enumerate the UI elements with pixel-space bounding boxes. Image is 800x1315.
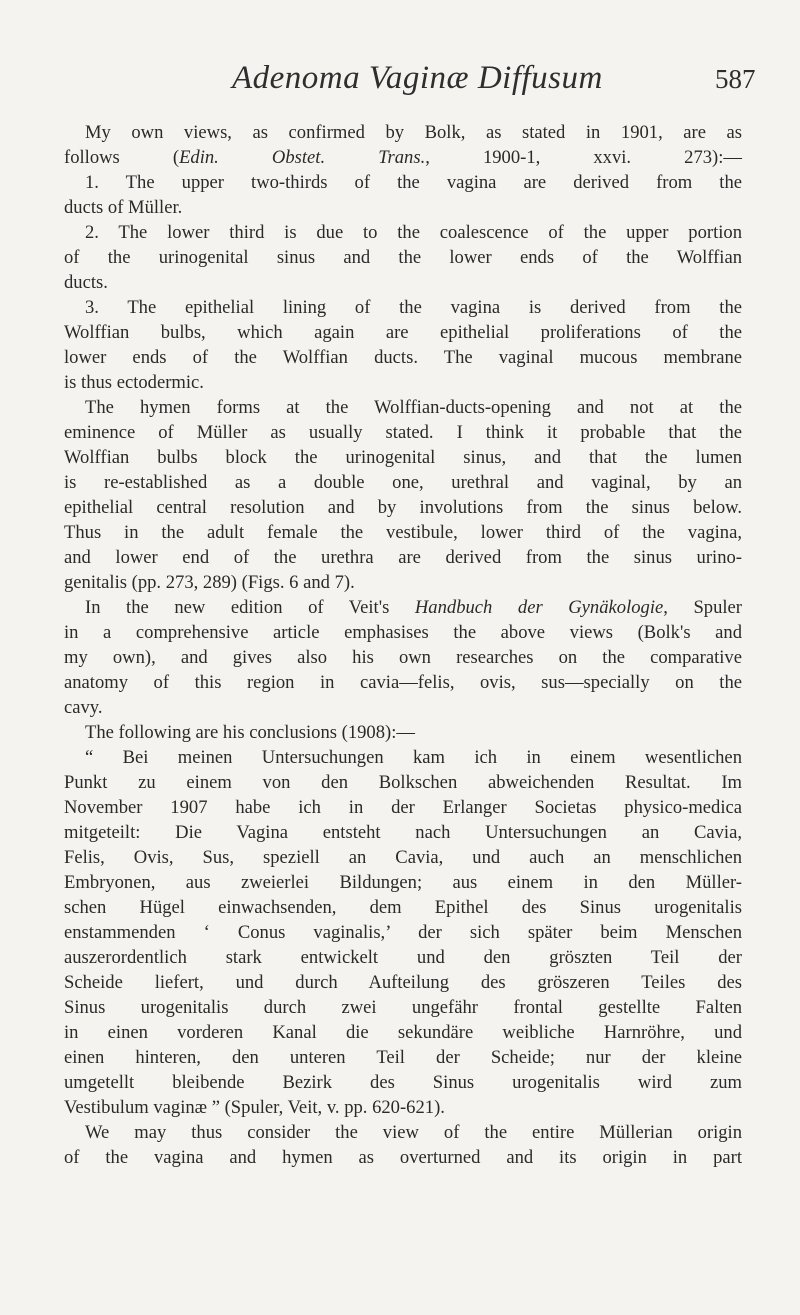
text-line: Punkt zu einem von den Bolkschen abweichenden Resultat. Im [64,772,742,793]
text-line: We may thus consider the view of the entire Müllerian origin [85,1122,742,1143]
text-line: umgetellt bleibende Bezirk des Sinus urogenitalis wird zum [64,1072,742,1093]
text-line: of the vagina and hymen as overturned and its origin in part [64,1147,742,1168]
running-title: Adenoma Vaginæ Diffusum [232,60,603,96]
text-line: 1. The upper two-thirds of the vagina are derived from the [85,172,742,193]
text-line: Wolffian bulbs, which again are epithelial proliferations of the [64,322,742,343]
text-line: anatomy of this region in cavia—felis, ovis, sus—specially on the [64,672,742,693]
text-line: Embryonen, aus zweierlei Bildungen; aus einem in den Müller- [64,872,742,893]
text-line: ducts of Müller. [64,197,183,218]
text-line: Wolffian bulbs block the urinogenital sinus, and that the lumen [64,447,742,468]
text-line: My own views, as confirmed by Bolk, as stated in 1901, are as [85,122,742,143]
text-line: “ Bei meinen Untersuchungen kam ich in einem wesentlichen [85,747,742,768]
text-line: in einen vorderen Kanal die sekundäre weibliche Harnröhre, und [64,1022,742,1043]
text-line: is thus ectodermic. [64,372,204,393]
page-number: 587 [715,64,756,94]
text-line: follows (Edin. Obstet. Trans., 1900-1, xxvi. 273):— [64,147,742,168]
text-line: is re-established as a double one, urethral and vaginal, by an [64,472,742,493]
text-line: ducts. [64,272,108,293]
text-line: 3. The epithelial lining of the vagina is derived from the [85,297,742,318]
text-line: schen Hügel einwachsenden, dem Epithel des Sinus urogenitalis [64,897,742,918]
text-line: 2. The lower third is due to the coalescence of the upper portion [85,222,742,243]
text-line: Vestibulum vaginæ ” (Spuler, Veit, v. pp. 620-621). [64,1097,445,1118]
text-line: Scheide liefert, und durch Aufteilung des gröszeren Teiles des [64,972,742,993]
text-line: in a comprehensive article emphasises the above views (Bolk's and [64,622,742,643]
text-line: Thus in the adult female the vestibule, lower third of the vagina, [64,522,742,543]
text-line: einen hinteren, den unteren Teil der Scheide; nur der kleine [64,1047,742,1068]
text-line: mitgeteilt: Die Vagina entsteht nach Untersuchungen an Cavia, [64,822,742,843]
text-line: enstammenden ‘ Conus vaginalis,’ der sich später beim Menschen [64,922,742,943]
text-line: genitalis (pp. 273, 289) (Figs. 6 and 7). [64,572,355,593]
text-line: of the urinogenital sinus and the lower ends of the Wolffian [64,247,742,268]
text-line: The hymen forms at the Wolffian-ducts-opening and not at the [85,397,742,418]
text-line: Felis, Ovis, Sus, speziell an Cavia, und auch an menschlichen [64,847,742,868]
text-line: lower ends of the Wolffian ducts. The vaginal mucous membrane [64,347,742,368]
text-line: my own), and gives also his own researches on the comparative [64,647,742,668]
text-line: In the new edition of Veit's Handbuch der Gynäkologie, Spuler [85,597,743,618]
text-line: epithelial central resolution and by involutions from the sinus below. [64,497,742,518]
body-text [64,120,742,1170]
text-line: and lower end of the urethra are derived from the sinus urino- [64,547,742,568]
text-line: The following are his conclusions (1908):— [85,722,415,743]
text-line: Sinus urogenitalis durch zwei ungefähr frontal gestellte Falten [64,997,742,1018]
text-line: auszerordentlich stark entwickelt und den gröszten Teil der [64,947,742,968]
text-line: cavy. [64,697,103,718]
text-line: November 1907 habe ich in der Erlanger Societas physico-medica [64,797,742,818]
text-line: eminence of Müller as usually stated. I think it probable that the [64,422,742,443]
